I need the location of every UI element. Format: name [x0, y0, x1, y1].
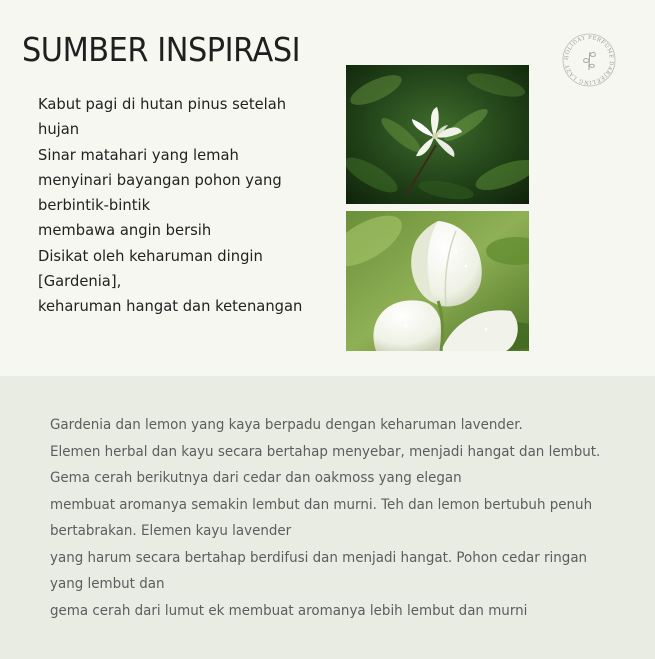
description-line: Gema cerah berikutnya dari cedar dan oakmoss yang elegan [50, 470, 462, 486]
description-line: yang harum secara bertahap berdifusi dan menjadi hangat. Pohon cedar ringan [50, 549, 588, 566]
poem-line: Kabut pagi di hutan pinus setelah [38, 95, 287, 113]
description-line: membuat aromanya semakin lembut dan murni. Teh dan lemon bertubuh penuh [50, 496, 593, 513]
poem-line: berbintik-bintik [38, 196, 151, 215]
description-line: Gardenia dan lemon yang kaya berpadu dengan keharuman lavender. [50, 417, 523, 433]
poem-line: menyinari bayangan pohon yang [38, 170, 282, 189]
poem-line: Disikat oleh keharuman dingin [38, 246, 263, 265]
page-title: SUMBER INSPIRASI [22, 30, 301, 69]
poem-line: Sinar matahari yang lemah [38, 145, 239, 164]
gardenia-shrub-photo [346, 65, 529, 204]
description-line: yang lembut dan [50, 576, 165, 592]
poem-line: keharuman hangat dan ketenangan [38, 297, 303, 316]
gardenia-bud-photo [346, 211, 529, 351]
brand-stamp-logo [561, 32, 617, 88]
description-line: bertabrakan. Elemen kayu lavender [50, 523, 292, 539]
description-section [0, 376, 655, 659]
stamp-text: HOLIDAY PERFUME DARJEELING LAZY [563, 34, 615, 86]
description-text [50, 412, 616, 624]
poem-line: [Gardenia], [38, 272, 122, 291]
poem-line: hujan [38, 120, 80, 139]
poem-line: membawa angin bersih [38, 221, 212, 240]
poem-text [38, 92, 323, 320]
description-line: gema cerah dari lumut ek membuat aromanya lebih lembut dan murni [50, 602, 528, 619]
description-line: Elemen herbal dan kayu secara bertahap menyebar, menjadi hangat dan lembut. [50, 443, 601, 460]
